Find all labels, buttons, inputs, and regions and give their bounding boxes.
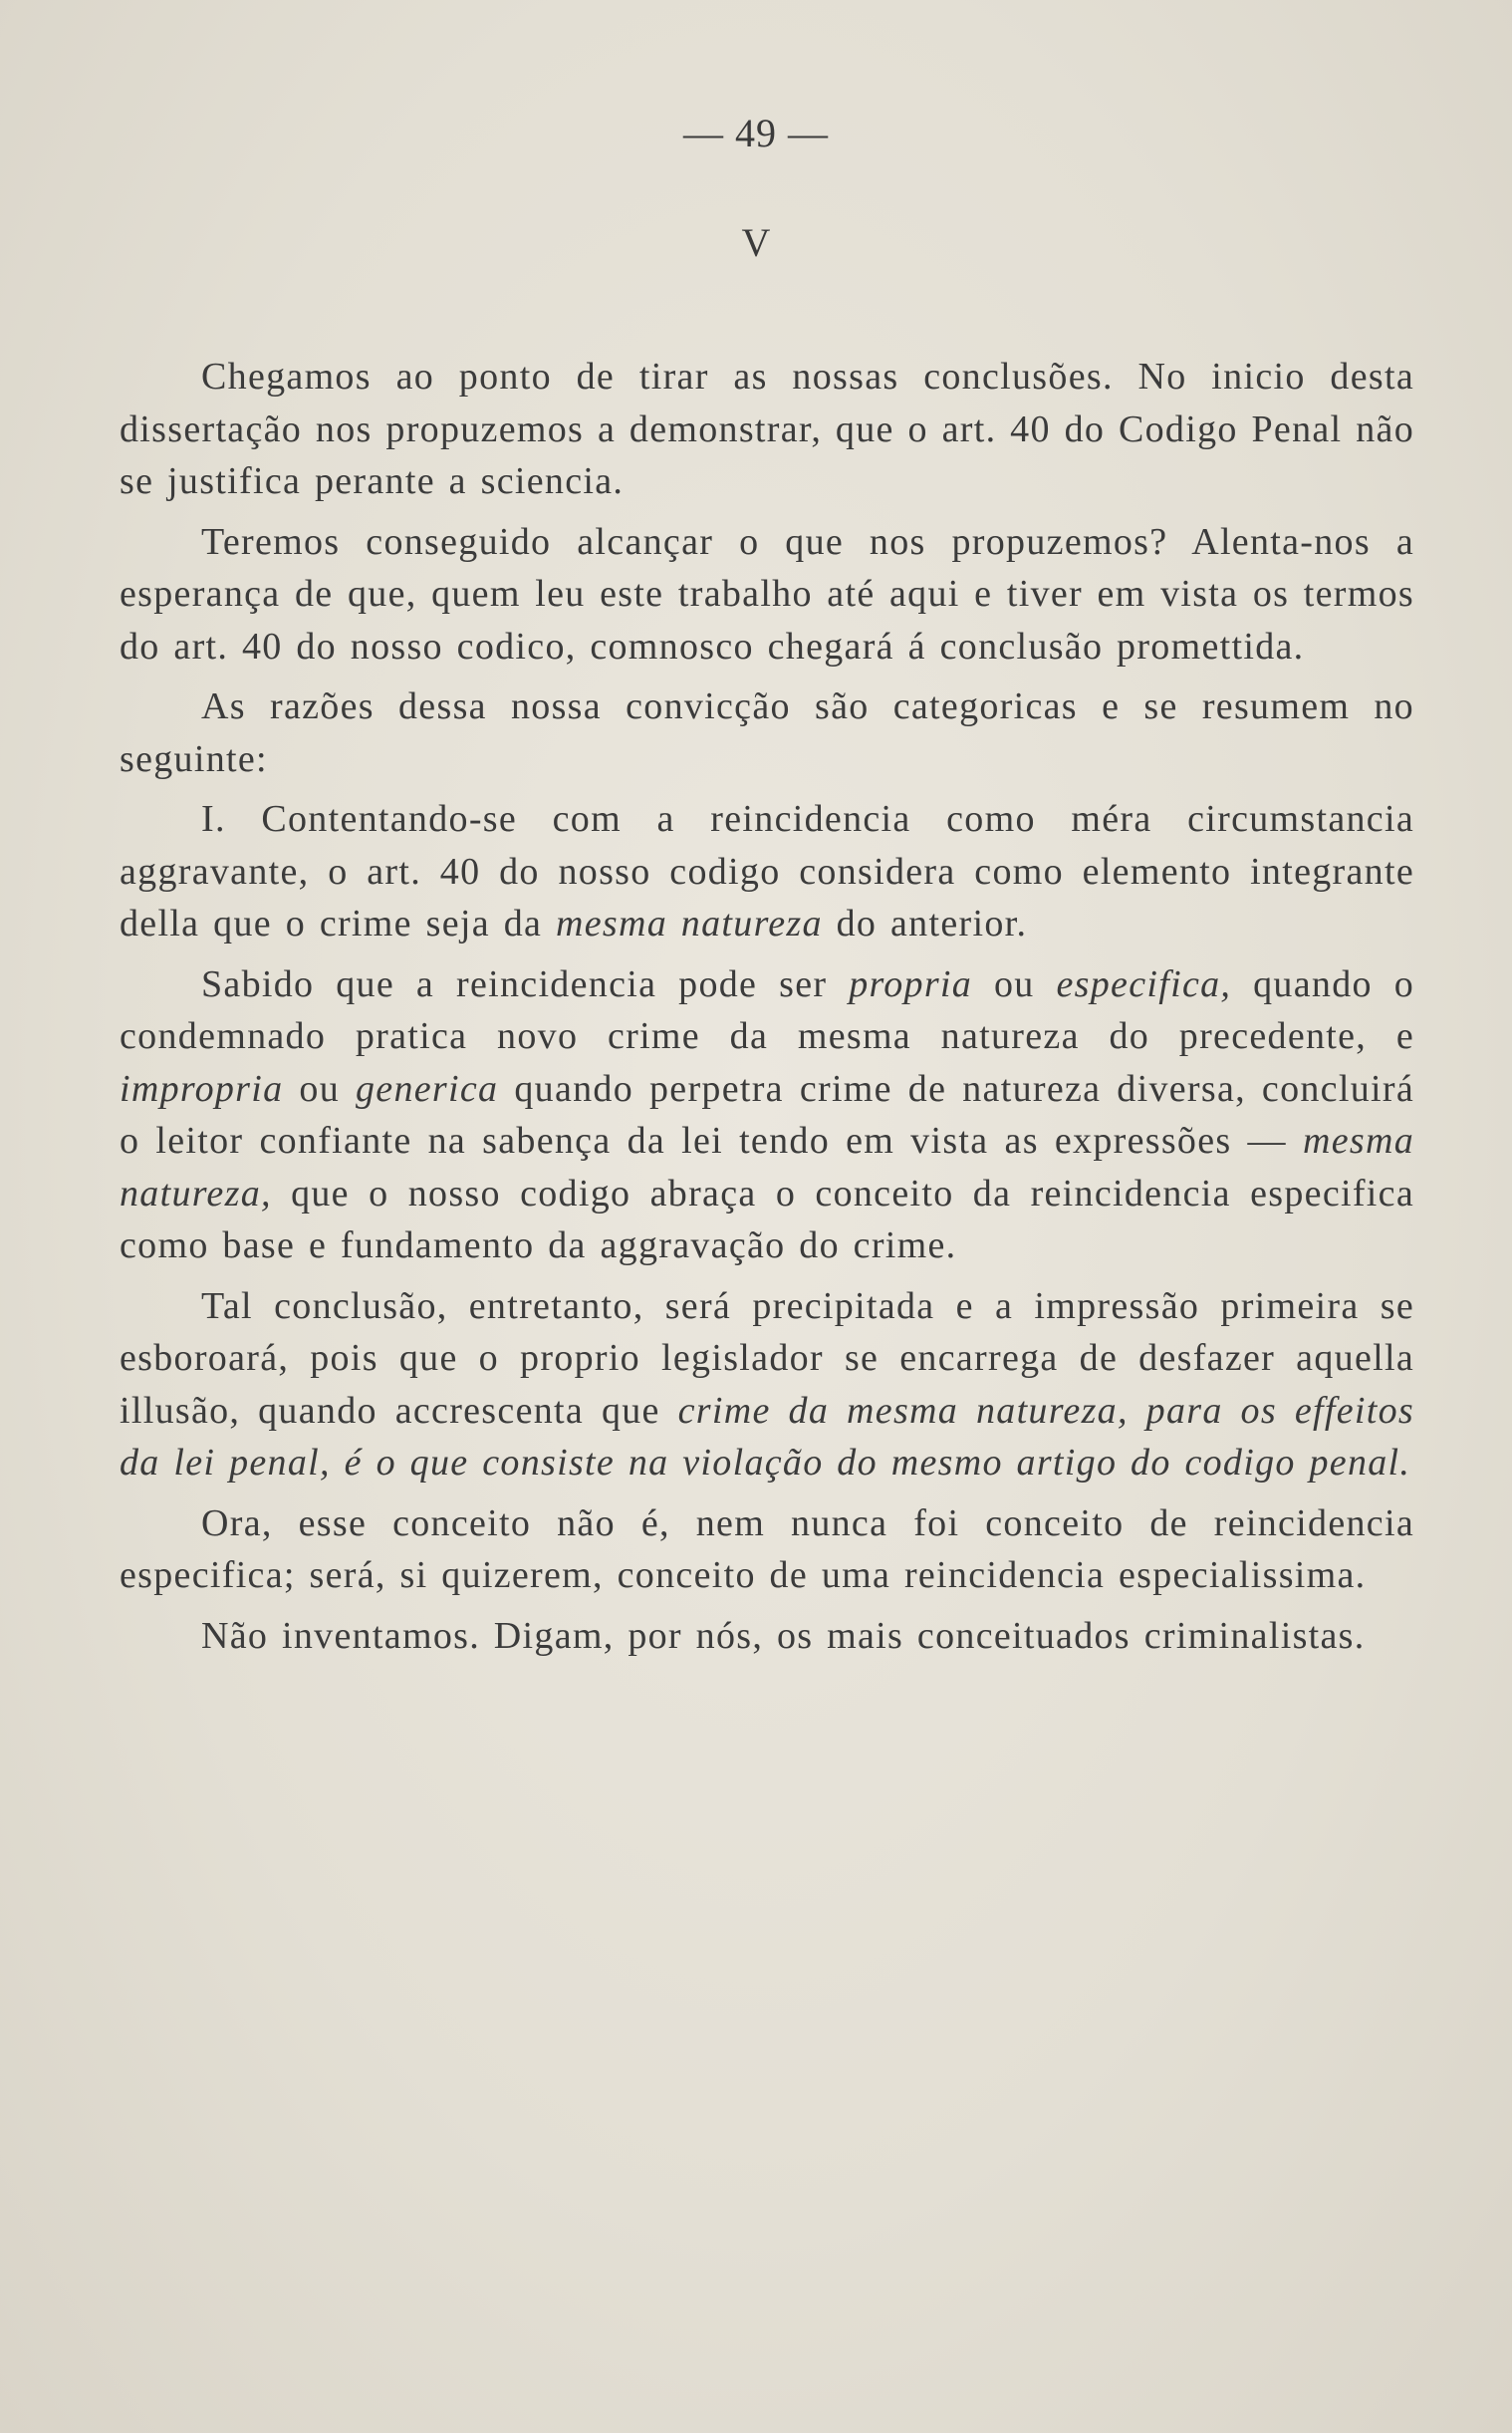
text-segment: quando o condemnado pratica novo crime da mesma natureza do precedente, e (120, 962, 1414, 1057)
italic-text: propria (849, 962, 973, 1005)
text-segment: ou (972, 962, 1057, 1005)
text-segment: As razões dessa nossa convicção são categoricas e se resumem no seguinte: (120, 685, 1414, 780)
page-number: — 49 — (683, 111, 829, 155)
text-segment: quando perpetra crime de natureza diversa, concluirá o leitor confiante na sabença da lei tendo em vista as expressões — (120, 1067, 1414, 1162)
paragraph (120, 958, 1414, 1272)
text-segment: Tal conclusão, entretanto, será precipitada e a impressão primeira se esboroará, pois que o proprio legislador se encarrega de desfazer aquella illusão, quando accrescenta que (120, 1284, 1414, 1432)
italic-text: especifica, (1056, 962, 1232, 1005)
body-text (120, 351, 1414, 1662)
italic-text: mesma natureza (555, 903, 823, 945)
paragraph (120, 516, 1414, 674)
text-segment: I. Contentando-se com a reincidencia como méra circumstancia aggravante, o art. 40 do nosso codigo considera como elemento integrante della que o crime seja da (120, 798, 1414, 945)
paragraph (120, 680, 1414, 785)
text-segment: Ora, esse conceito não é, nem nunca foi conceito de reincidencia especifica; será, si quizerem, conceito de uma reincidencia especialissima. (120, 1501, 1414, 1596)
text-segment: Não inventamos. Digam, por nós, os mais conceituados criminalistas. (201, 1614, 1366, 1657)
italic-text: generica (356, 1067, 499, 1110)
section-heading: V (741, 220, 771, 265)
paragraph (120, 1497, 1414, 1602)
paragraph (120, 1610, 1414, 1663)
paragraph (120, 351, 1414, 508)
text-segment: Sabido que a reincidencia pode ser (201, 962, 850, 1005)
italic-text: crime da mesma natureza, para os effeitos da lei penal, é o que consiste na violação do mesmo artigo do codigo penal. (120, 1389, 1414, 1484)
italic-text: impropria (120, 1067, 284, 1110)
text-segment: do anterior. (822, 903, 1028, 945)
text-segment: que o nosso codigo abraça o conceito da reincidencia especifica como base e fundamento da aggravação do crime. (120, 1172, 1414, 1266)
text-segment: Teremos conseguido alcançar o que nos propuzemos? Alenta-nos a esperança de que, quem leu este trabalho até aqui e tiver em vista os termos do art. 40 do nosso codico, comnosco chegará á conclusão promettida. (120, 520, 1414, 668)
text-segment: ou (283, 1067, 356, 1110)
text-segment: Chegamos ao ponto de tirar as nossas conclusões. No inicio desta dissertação nos propuzemos a demonstrar, que o art. 40 do Codigo Penal não se justifica perante a sciencia. (120, 356, 1414, 502)
paragraph (120, 793, 1414, 950)
paragraph (120, 1280, 1414, 1489)
italic-text: mesma natureza, (120, 1120, 1414, 1215)
